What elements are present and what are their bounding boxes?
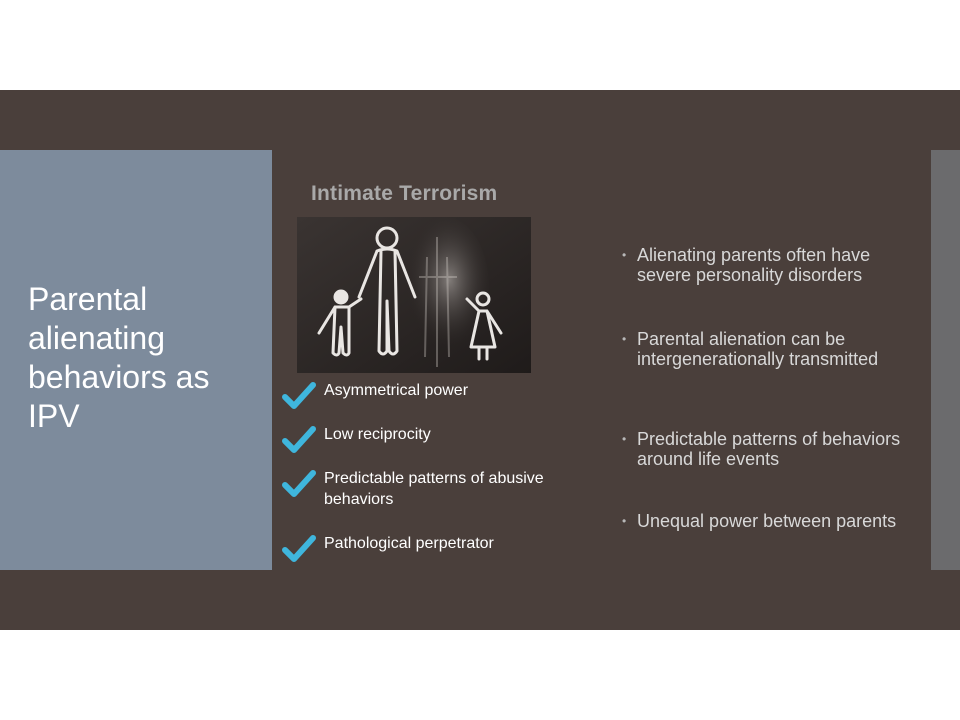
bullet-dot-icon: • [622, 432, 627, 446]
checklist-item-label: Pathological perpetrator [324, 535, 494, 552]
section-heading: Intimate Terrorism [311, 182, 498, 205]
checkmark-icon [282, 426, 316, 454]
checkmark-icon [282, 535, 316, 563]
checklist-item-label: Low reciprocity [324, 426, 431, 443]
bullet-text: Parental alienation can be intergenerationally transmitted [637, 329, 879, 369]
family-chalk-drawing-icon [297, 217, 531, 373]
bullet-text: Unequal power between parents [637, 511, 897, 531]
bullet-text: Alienating parents often have severe personality disorders [637, 245, 871, 285]
right-accent-strip [931, 150, 960, 570]
bullet-dot-icon: • [622, 332, 627, 346]
family-photo [297, 217, 531, 373]
bullet-text: Predictable patterns of behaviors around life events [637, 429, 901, 469]
bullet-dot-icon: • [622, 248, 627, 262]
checkmark-icon [282, 470, 316, 498]
checklist-item-label: Asymmetrical power [324, 382, 469, 399]
checklist-item-label: Predictable patterns of abusive behaviors [324, 470, 544, 508]
bullet-dot-icon: • [622, 514, 627, 528]
slide-title: Parental alienating behaviors as IPV [28, 281, 210, 434]
slide [0, 90, 960, 630]
checkmark-icon [282, 382, 316, 410]
